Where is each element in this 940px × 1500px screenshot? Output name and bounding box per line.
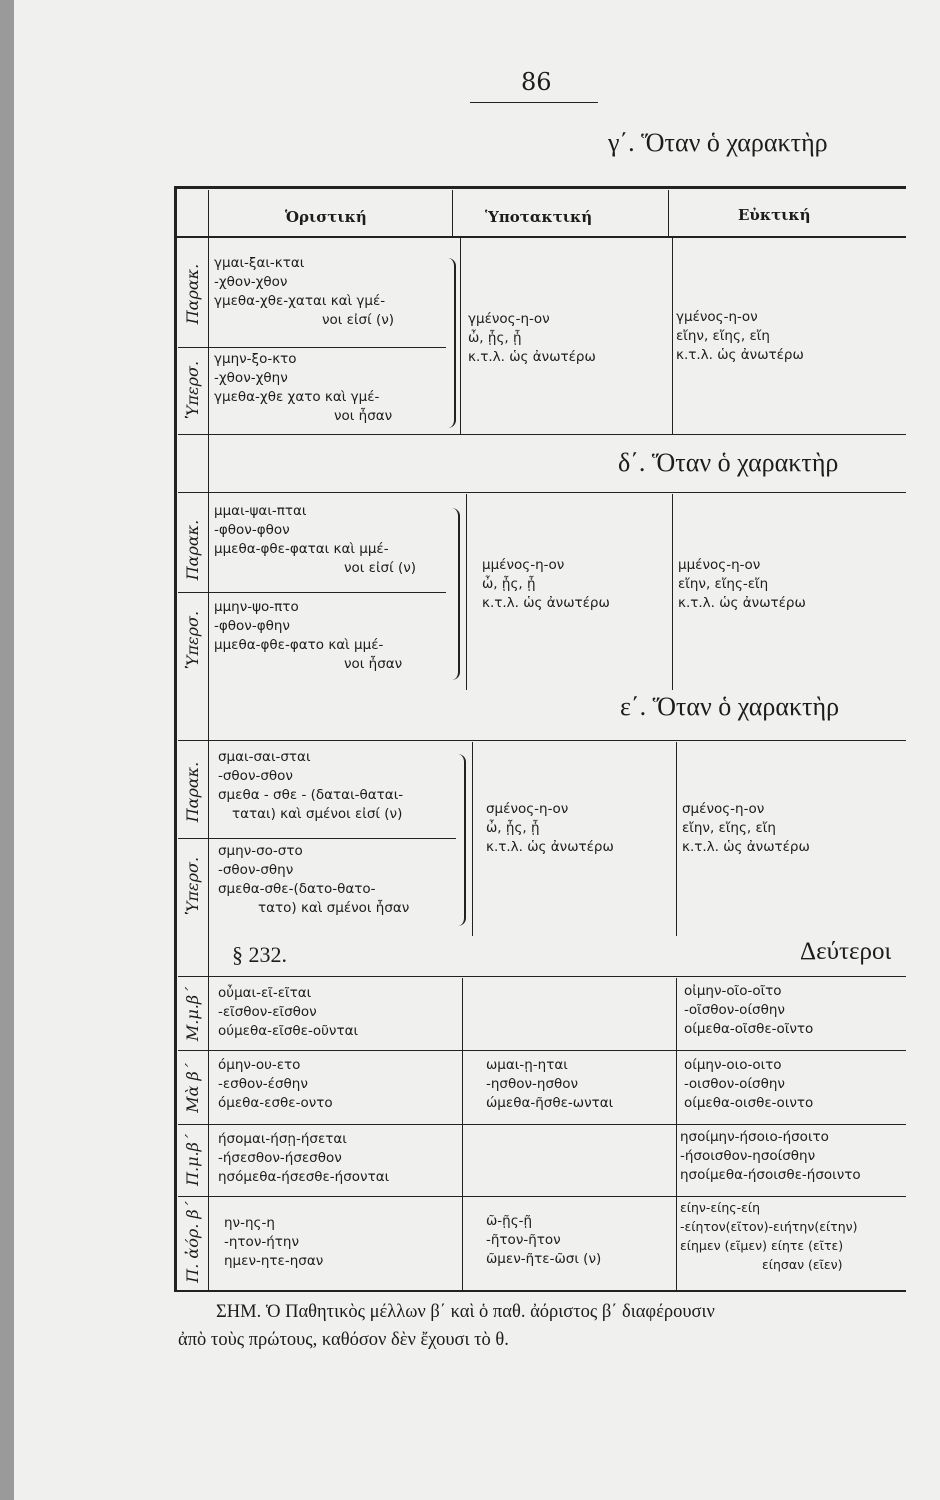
epsilon-col-rule-1 [472, 742, 473, 936]
form-line: ημεν-ητε-ησαν [224, 1253, 324, 1269]
table-left-rule [174, 186, 177, 1292]
form-line: σμεθα-σθε-(δατο-θατο- [218, 881, 376, 897]
form-line: γμεθα-χθε χατο καὶ γμέ- [214, 389, 380, 405]
delta-subjunctive-forms [482, 556, 610, 613]
form-line: -φθον-φθην [214, 618, 290, 634]
form-line: κ.τ.λ. ὡς ἀνωτέρω [678, 595, 806, 611]
form-line: ην-ης-η [224, 1215, 275, 1231]
form-line: τατο) καὶ σμένοι ἦσαν [258, 900, 410, 916]
form-line: ησοίμην-ήσοιο-ήσοιτο [680, 1129, 829, 1145]
page-number-rule [470, 102, 598, 103]
form-line: -εσθον-έσθην [218, 1076, 308, 1092]
form-line: μμην-ψο-πτο [214, 599, 299, 615]
aorist-middle-optative [684, 1056, 813, 1113]
form-line: γμην-ξο-κτο [214, 351, 297, 367]
epsilon-tense-divider [178, 838, 456, 839]
delta-col-rule-2 [672, 494, 673, 690]
form-line: γμένος-η-ον [468, 311, 550, 327]
form-line: μμένος-η-ον [678, 557, 761, 573]
form-line: οίμεθα-οῖσθε-οῖντο [684, 1021, 814, 1037]
form-line: νοι εἰσί (ν) [322, 312, 395, 328]
form-line: κ.τ.λ. ὡς ἀνωτέρω [676, 347, 804, 363]
form-line: γμεθα-χθε-χαται καὶ γμέ- [214, 293, 386, 309]
table-top-rule [174, 186, 906, 189]
form-line: νοι ἦσαν [334, 408, 393, 424]
epsilon-hypers-forms [218, 842, 409, 918]
gamma-tense-hypers: Ὑπερσ. [183, 360, 202, 420]
tense-future-middle-2: Μ.μ.β΄ [183, 986, 202, 1042]
form-line: είημεν (εῖμεν) είητε (εῖτε) [680, 1238, 844, 1253]
gamma-optative-forms [676, 308, 804, 365]
delta-parak-forms [214, 502, 416, 578]
form-line: ωμαι-ῃ-ηται [486, 1057, 568, 1073]
form-line: -ήσοισθον-ησοίσθην [680, 1148, 816, 1164]
future-passive-optative [680, 1128, 861, 1185]
epsilon-brace [458, 754, 466, 926]
section-heading-gamma: γ΄. Ὅταν ὁ χαρακτὴρ [608, 128, 828, 157]
second-col-rule-2 [676, 978, 677, 1290]
form-line: γμένος-η-ον [676, 309, 758, 325]
gamma-tense-parak: Παρακ. [183, 263, 202, 325]
second-col-rule-1 [462, 978, 463, 1290]
form-line: -ήσεσθον-ήσεσθον [218, 1150, 342, 1166]
gamma-subjunctive-forms [468, 310, 596, 367]
gamma-col-rule-1 [460, 238, 461, 434]
paragraph-number: § 232. [232, 942, 287, 967]
form-line: ταται) καὶ σμένοι εἰσί (ν) [232, 806, 403, 822]
delta-optative-forms [678, 556, 806, 613]
footnote-line-2: ἀπὸ τοὺς πρώτους, καθόσον δὲν ἔχουσι τὸ θ. [178, 1330, 509, 1350]
gamma-tense-divider [178, 347, 446, 348]
gamma-parak-forms [214, 254, 394, 330]
form-line: όμεθα-εσθε-οντο [218, 1095, 333, 1111]
form-line: νοι εἰσί (ν) [344, 560, 417, 576]
form-line: ούμεθα-εῖσθε-οῦνται [218, 1023, 359, 1039]
table-bottom-rule [174, 1290, 906, 1292]
section-heading-delta: δ΄. Ὅταν ὁ χαρακτὴρ [618, 448, 839, 477]
form-line: οίμην-οιο-οιτο [684, 1057, 782, 1073]
tense-future-passive-2: Π.μ.β΄ [183, 1134, 202, 1186]
form-line: ησοίμεθα-ήσοισθε-ήσοιντο [680, 1167, 861, 1183]
aorist-passive-indicative [224, 1214, 323, 1271]
future-passive-indicative [218, 1130, 389, 1187]
form-line: είην-είης-είη [680, 1200, 761, 1215]
form-line: κ.τ.λ. ὡς ἀνωτέρω [682, 839, 810, 855]
form-line: -εῖσθον-εῖσθον [218, 1004, 317, 1020]
form-line: -ῆτον-ῆτον [486, 1232, 561, 1248]
form-line: -χθον-χθον [214, 274, 288, 290]
header-col-rule-2 [668, 190, 669, 236]
form-line: όμην-ου-ετο [218, 1057, 301, 1073]
form-line: μμεθα-φθε-φαται καὶ μμέ- [214, 541, 389, 557]
column-header-subjunctive: Ὑποτακτική [485, 208, 593, 226]
form-line: είησαν (εῖεν) [762, 1257, 843, 1272]
form-line: σμην-σο-στο [218, 843, 303, 859]
form-line: μμένος-η-ον [482, 557, 565, 573]
gamma-col-rule-2 [672, 238, 673, 434]
page-number: 86 [521, 68, 552, 96]
header-col-rule-1 [452, 190, 453, 236]
epsilon-col-rule-2 [676, 742, 677, 936]
gamma-hypers-forms [214, 350, 392, 426]
form-line: γμαι-ξαι-κται [214, 255, 305, 271]
form-line: σμεθα - σθε - (δαται-θαται- [218, 787, 404, 803]
second-top-rule [178, 976, 906, 977]
form-line: -φθον-φθον [214, 522, 290, 538]
form-line: ὦ, ᾖς, ᾖ [482, 576, 536, 592]
column-header-indicative: Ὁριστική [285, 208, 367, 226]
aorist-passive-subjunctive [486, 1212, 601, 1269]
future-middle-indicative [218, 984, 358, 1041]
form-line: σμαι-σαι-σται [218, 749, 311, 765]
gamma-bottom-rule [178, 434, 906, 435]
form-line: ώμεθα-ῆσθε-ωνται [486, 1095, 614, 1111]
form-line: -οῖσθον-οίσθην [684, 1002, 785, 1018]
form-line: -σθον-σθην [218, 862, 294, 878]
delta-brace [452, 508, 460, 680]
form-line: -ητον-ήτην [224, 1234, 300, 1250]
tense-aorist-passive-2: Π. ἀόρ. β΄ [183, 1201, 202, 1283]
form-line: σμένος-η-ον [682, 801, 765, 817]
second-row-rule-2 [178, 1124, 906, 1125]
delta-tense-divider [178, 592, 446, 593]
second-row-rule-3 [178, 1196, 906, 1197]
epsilon-optative-forms [682, 800, 810, 857]
form-line: -οισθον-οίσθην [684, 1076, 785, 1092]
delta-tense-hypers: Ὑπερσ. [183, 610, 202, 670]
form-line: εἴην, εἴης, εἴη [676, 328, 770, 344]
form-line: ῶ-ῇς-ῇ [486, 1213, 533, 1229]
form-line: ησόμεθα-ήσεσθε-ήσονται [218, 1169, 390, 1185]
form-line: οίμεθα-οισθε-οιντο [684, 1095, 814, 1111]
epsilon-tense-parak: Παρακ. [183, 761, 202, 823]
form-line: -ησθον-ησθον [486, 1076, 579, 1092]
header-bottom-rule [174, 236, 906, 238]
page-edge-shadow [0, 0, 14, 1500]
form-line: ὦ, ᾖς, ᾖ [486, 820, 540, 836]
form-line: εἴην, εἴης, εἴη [682, 820, 776, 836]
future-middle-optative [684, 982, 813, 1039]
form-line: -χθον-χθην [214, 370, 288, 386]
form-line: κ.τ.λ. ὡς ἀνωτέρω [486, 839, 614, 855]
form-line: εἴην, εἴης-εἴη [678, 576, 769, 592]
aorist-passive-optative [680, 1198, 858, 1274]
form-line: μμεθα-φθε-φατο καὶ μμέ- [214, 637, 384, 653]
tense-aorist-middle-2: Μὰ β΄ [183, 1063, 202, 1113]
form-line: νοι ἦσαν [344, 656, 403, 672]
form-line: κ.τ.λ. ὡς ἀνωτέρω [482, 595, 610, 611]
form-line: ὦ, ᾖς, ᾖ [468, 330, 522, 346]
footnote-line-1: ΣΗΜ. Ὁ Παθητικὸς μέλλων β΄ καὶ ὁ παθ. ἀόριστος β΄ διαφέρουσιν [216, 1302, 715, 1322]
gamma-brace [448, 258, 456, 428]
column-header-optative: Εὐκτική [738, 206, 811, 224]
epsilon-top-rule [178, 740, 906, 741]
second-row-rule-1 [178, 1050, 906, 1051]
form-line: ήσομαι-ήσῃ-ήσεται [218, 1131, 347, 1147]
epsilon-subjunctive-forms [486, 800, 614, 857]
delta-col-rule-1 [466, 494, 467, 690]
form-line: ῶμεν-ῆτε-ῶσι (ν) [486, 1251, 602, 1267]
form-line: σμένος-η-ον [486, 801, 569, 817]
form-line: οἰμην-οῖο-οῖτο [684, 983, 782, 999]
form-line: -είητον(εῖτον)-ειήτην(είτην) [680, 1219, 858, 1234]
delta-tense-parak: Παρακ. [183, 519, 202, 581]
delta-top-rule [178, 492, 906, 493]
epsilon-parak-forms [218, 748, 403, 824]
form-line: οὖμαι-εῖ-εῖται [218, 985, 312, 1001]
form-line: μμαι-ψαι-πται [214, 503, 307, 519]
form-line: -σθον-σθον [218, 768, 293, 784]
epsilon-tense-hypers: Ὑπερσ. [183, 856, 202, 916]
section-heading-deuteroi: Δεύτεροι [800, 938, 892, 965]
aorist-middle-subjunctive [486, 1056, 613, 1113]
delta-hypers-forms [214, 598, 402, 674]
section-heading-epsilon: ε΄. Ὅταν ὁ χαρακτὴρ [620, 692, 840, 721]
form-line: κ.τ.λ. ὡς ἀνωτέρω [468, 349, 596, 365]
aorist-middle-indicative [218, 1056, 333, 1113]
